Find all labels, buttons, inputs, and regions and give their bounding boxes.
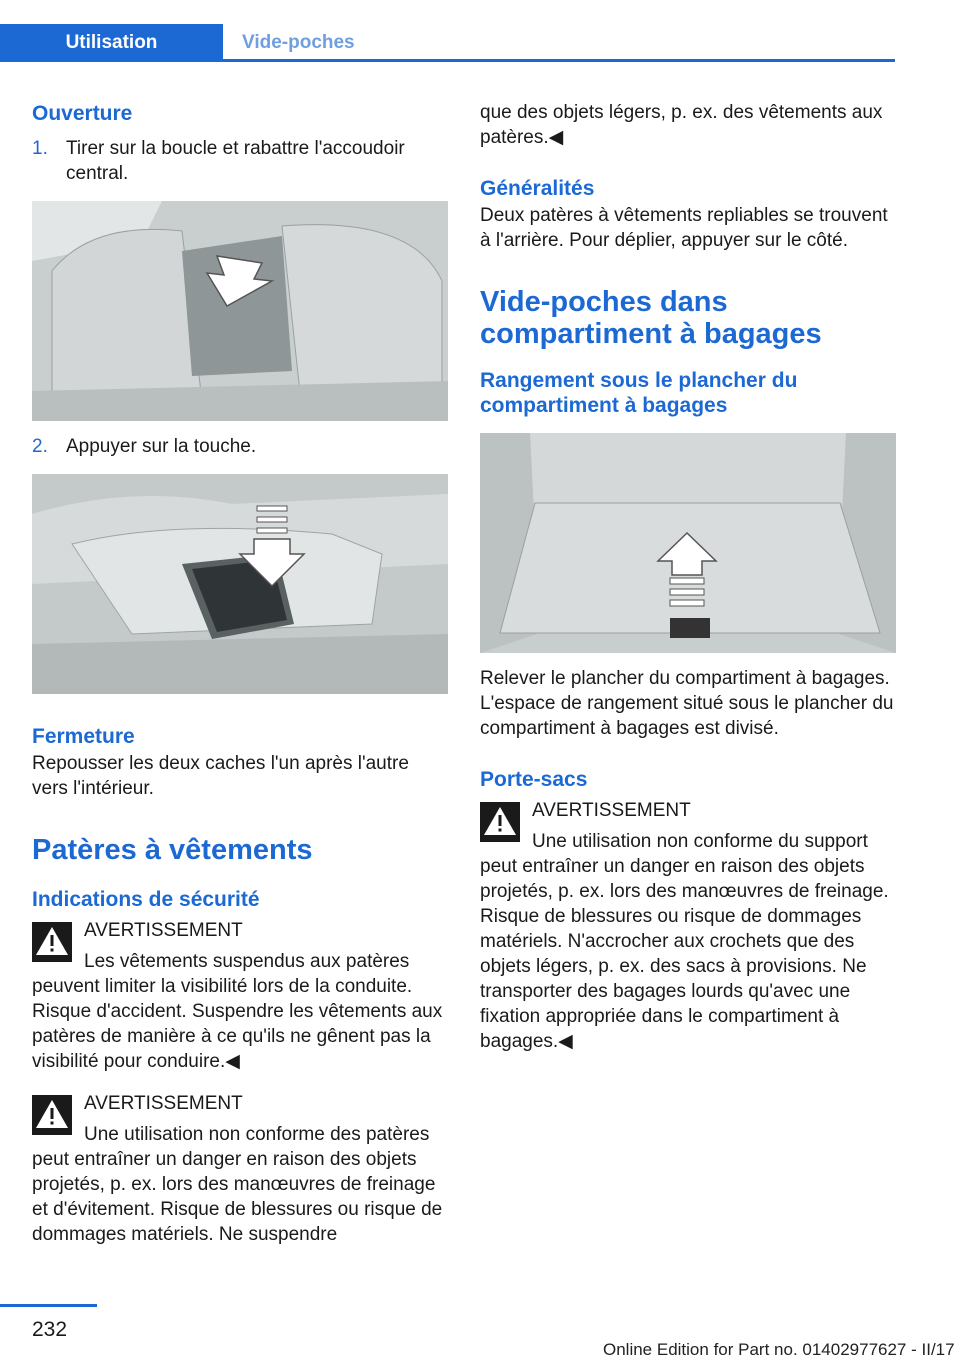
rear-seat-illustration xyxy=(32,201,448,421)
warning-1-heading: AVERTISSEMENT xyxy=(84,920,243,941)
continued-text: que des objets légers, p. ex. des vêtements aux patères.◀ xyxy=(480,102,883,148)
portesacs-heading: Porte-sacs xyxy=(480,768,588,791)
edition-text: Online Edition for Part no. 01402977627 - II/17 xyxy=(603,1340,955,1359)
warning-1-text: Les vêtements suspendus aux patères peuvent limiter la visibilité lors de la conduite. Risque d'accident. Suspendre les vêtements aux patères de manière à ce qu'ils ne gênent pas la visibilité pour conduire.◀ xyxy=(32,951,443,1072)
warning-2-text: Une utilisation non conforme des patères peut entraîner un danger en raison des objets projetés, p. ex. lors des manœuvres de freinage et d'évitement. Risque de blessures ou risque de dommages matériels. Ne suspendre xyxy=(32,1124,443,1245)
ouverture-heading: Ouverture xyxy=(32,102,133,125)
warning-3-heading: AVERTISSEMENT xyxy=(532,800,691,821)
right-column xyxy=(480,100,896,1054)
left-column xyxy=(32,100,448,1247)
step-2-number: 2. xyxy=(32,436,48,457)
videpoches-heading: Vide-poches dans compartiment à bagages xyxy=(480,286,822,350)
fermeture-text: Repousser les deux caches l'un après l'autre vers l'intérieur. xyxy=(32,753,409,799)
generalites-text: Deux patères à vêtements repliables se trouvent à l'arrière. Pour déplier, appuyer sur le côté. xyxy=(480,205,888,251)
warning-3 xyxy=(480,798,896,1054)
rangement-text: Relever le plancher du compartiment à bagages. L'espace de rangement situé sous le plancher du compartiment à bagages est divisé. xyxy=(480,668,894,739)
armrest-illustration xyxy=(32,474,448,694)
warning-2 xyxy=(32,1091,448,1247)
step-2 xyxy=(32,434,448,459)
luggage-floor-illustration xyxy=(480,433,896,653)
step-1-text: Tirer sur la boucle et rabattre l'accoudoir central. xyxy=(66,138,405,184)
warning-1 xyxy=(32,918,448,1074)
header-tabbar xyxy=(0,24,895,62)
warning-3-text: Une utilisation non conforme du support peut entraîner un danger en raison des objets projetés, p. ex. lors des manœuvres de freinage. Risque de blessures ou risque de dommages matériels. N'accrocher aux crochets que des objets légers, p. ex. des sacs à provisions. Ne transporter des bagages lourds qu'avec une fixation appropriée dans le compartiment à bagages.◀ xyxy=(480,831,889,1052)
figure-armrest-button xyxy=(32,474,448,694)
tab-vide-poches[interactable]: Vide-poches xyxy=(242,32,355,53)
tab-utilisation[interactable]: Utilisation xyxy=(0,24,223,62)
footer-rule xyxy=(0,1304,97,1307)
figure-rear-seat xyxy=(32,201,448,421)
step-1 xyxy=(32,136,448,186)
figure-luggage-floor xyxy=(480,433,896,653)
step-2-text: Appuyer sur la touche. xyxy=(66,436,257,457)
warning-2-heading: AVERTISSEMENT xyxy=(84,1093,243,1114)
header-rule xyxy=(0,59,895,62)
rangement-heading: Rangement sous le plancher du compartiment à bagages xyxy=(480,369,798,417)
page-number: 232 xyxy=(32,1318,68,1341)
fermeture-heading: Fermeture xyxy=(32,725,135,748)
pateres-heading: Patères à vêtements xyxy=(32,834,313,866)
generalites-heading: Généralités xyxy=(480,177,595,200)
step-1-number: 1. xyxy=(32,138,48,159)
securite-heading: Indications de sécurité xyxy=(32,888,260,911)
